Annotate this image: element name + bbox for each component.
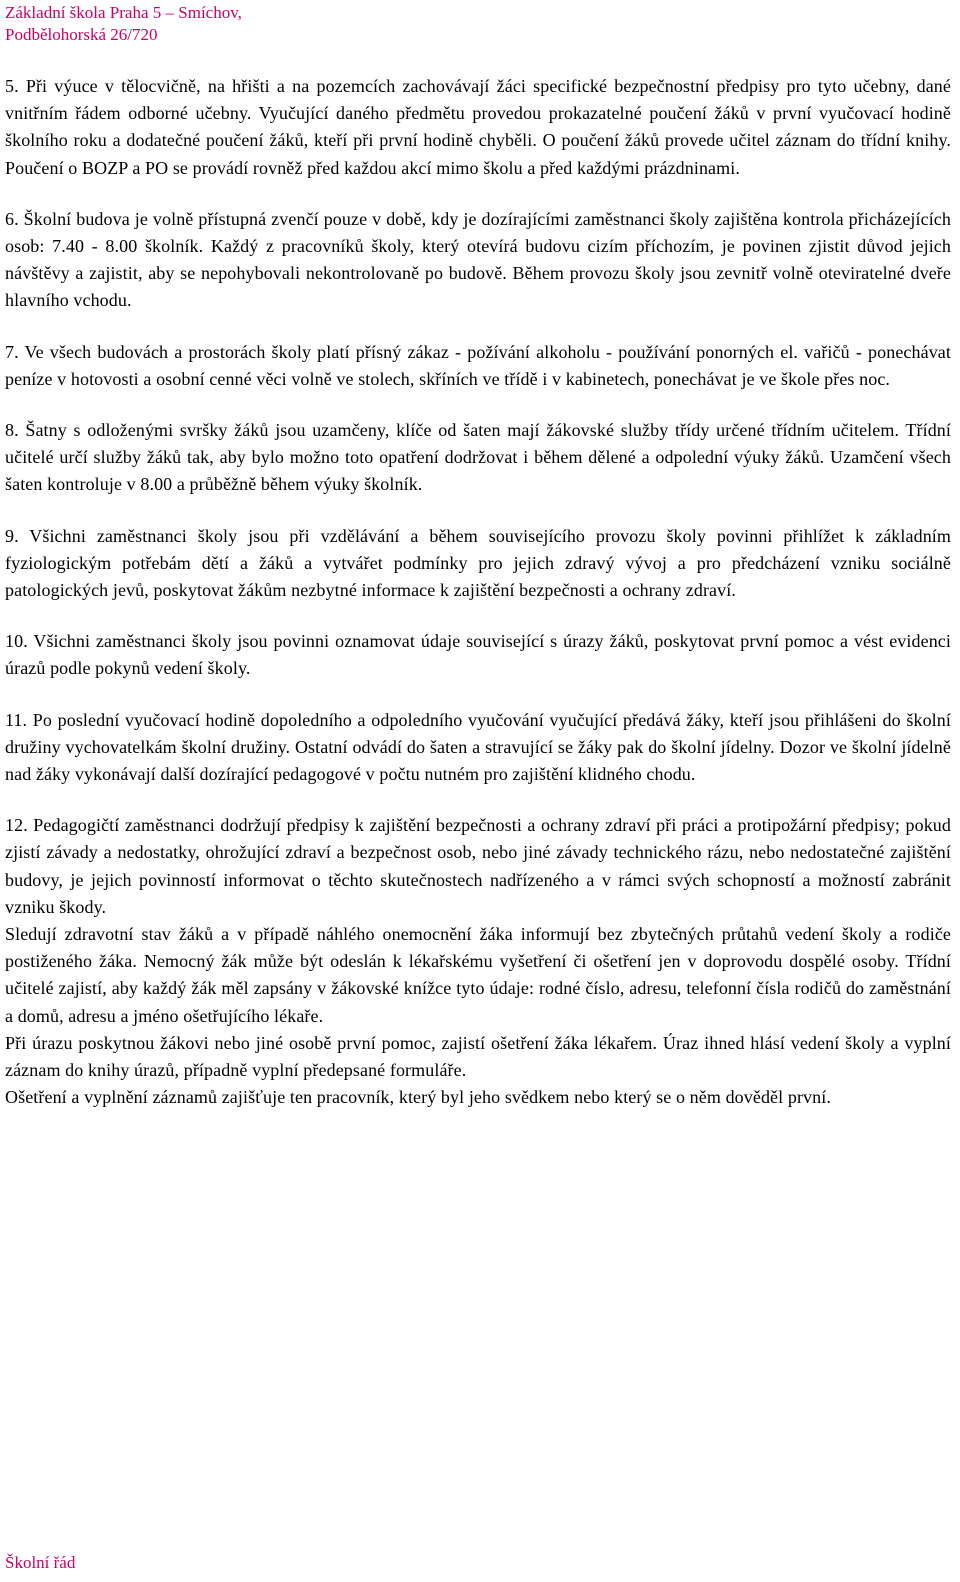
header-school-address: Podbělohorská 26/720 [5, 25, 158, 44]
paragraph-10: 10. Všichni zaměstnanci školy jsou povinni oznamovat údaje související s úrazy žáků, poskytovat první pomoc a vést evidenci úrazů podle pokynů vedení školy. [5, 631, 951, 679]
paragraph-5: 5. Při výuce v tělocvičně, na hřišti a na pozemcích zachovávají žáci specifické bezpečnostní předpisy pro tyto učebny, dané vnitřním řádem odborné učebny. Vyučující daného předmětu provedou prokazatelné poučení žáků v první vyučovací hodině školního roku a dodatečné poučení žáků, kteří při první hodině chyběli. O poučení žáků provede učitel záznam do třídní knihy. Poučení o BOZP a PO se provádí rovněž před každou akcí mimo školu a před každými prázdninami. [5, 76, 951, 178]
header-school-name: Základní škola Praha 5 – Smíchov, [5, 3, 242, 22]
paragraph-records: Ošetření a vyplnění záznamů zajišťuje ten pracovník, který byl jeho svědkem nebo který se o něm dověděl první. [5, 1087, 831, 1108]
paragraph-11: 11. Po poslední vyučovací hodině dopoledního a odpoledního vyučování vyučující předává žáky, kteří jsou přihlášeni do školní družiny vychovatelkám školní družiny. Ostatní odvádí do šaten a stravující se žáky pak do školní jídelny. Dozor ve školní jídelně nad žáky vykonávají další dozírající pedagogové v počtu nutném pro zajištění klidného chodu. [5, 709, 951, 785]
paragraph-12: 12. Pedagogičtí zaměstnanci dodržují předpisy k zajištění bezpečnosti a ochrany zdraví při práci a protipožární předpisy; pokud zjistí závady a nedostatky, ohrožující zdraví a bezpečnost osob, nebo jiné závady technického rázu, nebo nedostatečné zajištění budovy, je jejich povinností informovat o těchto skutečnostech nadřízeného a v rámci svých schopností a možností zabránit vzniku škody. [5, 815, 951, 917]
page-footer: Školní řád [5, 1553, 76, 1572]
paragraph-8: 8. Šatny s odloženými svršky žáků jsou uzamčeny, klíče od šaten mají žákovské služby třídy určené třídním učitelem. Třídní učitelé určí služby žáků tak, aby bylo možno toto opatření dodržovat i během dělené a odpolední výuky žáků. Uzamčení všech šaten kontroluje v 8.00 a průběžně během výuky školník. [5, 420, 951, 495]
document-body [5, 73, 951, 1112]
paragraph-7: 7. Ve všech budovách a prostorách školy platí přísný zákaz - požívání alkoholu - používání ponorných el. vařičů - ponechávat peníze v hotovosti a osobní cenné věci volně ve stolech, skříních ve třídě i v kabinetech, ponechávat je ve škole přes noc. [5, 341, 951, 389]
paragraph-injury: Při úrazu poskytnou žákovi nebo jiné osobě první pomoc, zajistí ošetření žáka lékařem. Úraz ihned hlásí vedení školy a vyplní záznam do knihy úrazů, případně vyplní předepsané formuláře. [5, 1032, 951, 1081]
paragraph-health: Sledují zdravotní stav žáků a v případě náhlého onemocnění žáka informují bez zbytečných průtahů vedení školy a rodiče postiženého žáka. Nemocný žák může být odeslán k lékařskému vyšetření či ošetření jen v doprovodu dospělé osoby. Třídní učitelé zajistí, aby každý žák měl zapsány v žákovské knížce tyto údaje: rodné číslo, adresu, telefonní čísla rodičů do zaměstnání a domů, adresu a jméno ošetřujícího lékaře. [5, 924, 951, 1026]
paragraph-6: 6. Školní budova je volně přístupná zvenčí pouze v době, kdy je dozírajícími zaměstnanci školy zajištěna kontrola přicházejících osob: 7.40 - 8.00 školník. Každý z pracovníků školy, který otevírá budovu cizím příchozím, je povinen zjistit důvod jejich návštěvy a zajistit, aby se nepohybovali nekontrolovaně po budově. Během provozu školy jsou zevnitř volně oteviratelné dveře hlavního vchodu. [5, 208, 951, 311]
paragraph-9: 9. Všichni zaměstnanci školy jsou při vzdělávání a během souvisejícího provozu školy povinni přihlížet k základním fyziologickým potřebám dětí a žáků a vytvářet podmínky pro jejich zdravý vývoj a pro předcházení vzniku sociálně patologických jevů, poskytovat žákům nezbytné informace k zajištění bezpečnosti a ochrany zdraví. [5, 525, 951, 601]
page-header [5, 2, 242, 46]
